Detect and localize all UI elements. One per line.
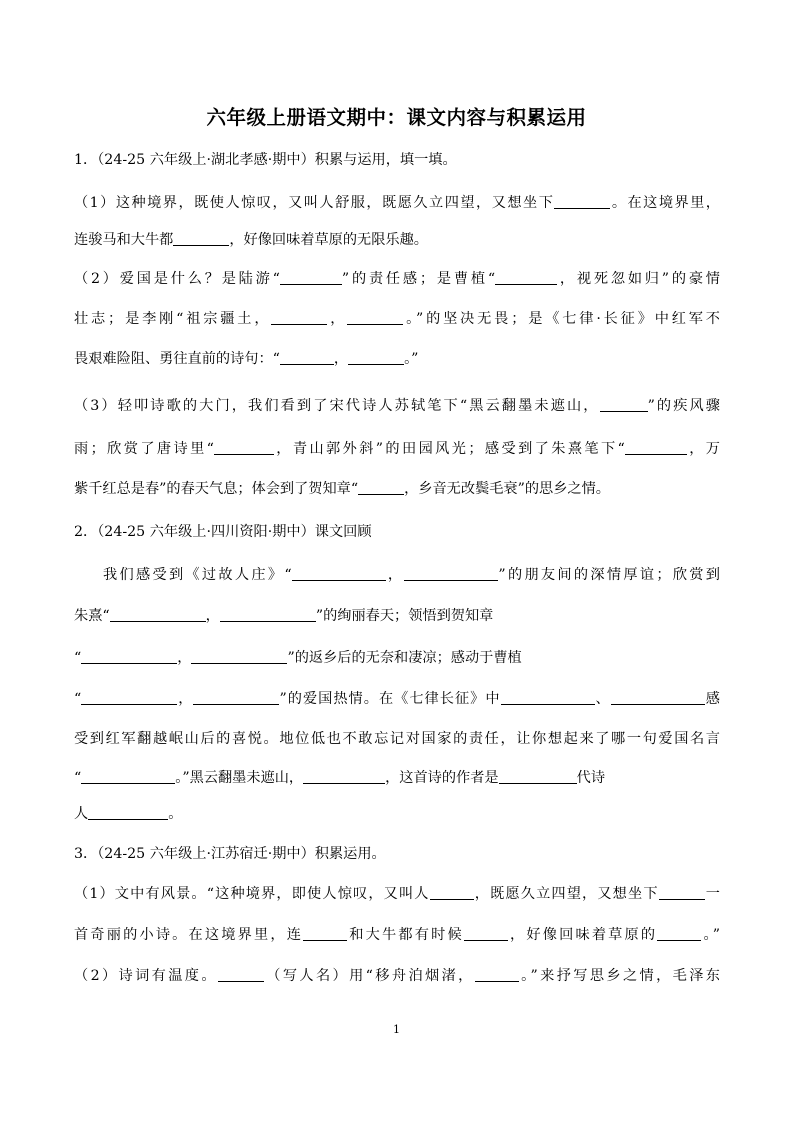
answer-blank[interactable]	[191, 649, 287, 664]
question-1-heading: 1．（24-25 六年级上·湖北孝感·期中）积累与运用，填一填。	[74, 152, 457, 168]
answer-blank[interactable]	[501, 690, 595, 705]
answer-blank[interactable]	[358, 480, 404, 495]
answer-blank[interactable]	[347, 310, 403, 325]
question-2-heading: 2．（24-25 六年级上·四川资阳·期中）课文回顾	[74, 524, 372, 540]
answer-blank[interactable]	[280, 350, 334, 365]
answer-blank[interactable]	[81, 769, 175, 784]
q2-line-3: “ ， ”的返乡后的无奈和凄凉；感动于曹植	[74, 650, 522, 666]
answer-blank[interactable]	[303, 926, 347, 941]
q2-line-6: “ 。”黑云翻墨未遮山， ，这首诗的作者是 代诗	[74, 770, 606, 786]
page-number: 1	[393, 1023, 400, 1036]
q1-line-8: 紫千红总是春”的春天气息；体会到了贺知章“ ，乡音无改鬓毛衰”的思乡之情。	[74, 481, 610, 497]
answer-blank[interactable]	[193, 690, 279, 705]
answer-blank[interactable]	[218, 967, 264, 982]
answer-blank[interactable]	[220, 607, 316, 622]
q2-line-1: 我们感受到《过故人庄》“ ， ”的朋友间的深情厚谊；欣赏到	[103, 567, 720, 583]
answer-blank[interactable]	[464, 926, 508, 941]
answer-blank[interactable]	[430, 885, 474, 900]
answer-blank[interactable]	[625, 440, 687, 455]
answer-blank[interactable]	[303, 769, 385, 784]
q2-line-2: 朱熹“ ， ”的绚丽春天；领悟到贺知章	[74, 608, 494, 624]
answer-blank[interactable]	[554, 194, 610, 209]
answer-blank[interactable]	[348, 350, 404, 365]
answer-blank[interactable]	[292, 566, 386, 581]
answer-blank[interactable]	[88, 805, 168, 820]
q1-line-7: 雨；欣赏了唐诗里“ ，青山郭外斜”的田园风光；感受到了朱熹笔下“ ，万	[74, 441, 720, 457]
question-3-heading: 3．（24-25 六年级上·江苏宿迁·期中）积累运用。	[74, 846, 386, 862]
q3-line-2: 首奇丽的小诗。在这境界里，连 和大牛都有时候 ，好像回味着草原的 。”	[74, 927, 720, 943]
answer-blank[interactable]	[271, 310, 327, 325]
answer-blank[interactable]	[495, 270, 557, 285]
answer-blank[interactable]	[499, 769, 577, 784]
answer-blank[interactable]	[214, 440, 274, 455]
q1-line-5: 畏艰难险阻、勇往直前的诗句：“ ， 。”	[74, 351, 419, 367]
q3-line-3: （2）诗词有温度。 （写人名）用“移舟泊烟渚， 。”来抒写思乡之情，毛泽东	[74, 968, 720, 984]
q1-line-6: （3）轻叩诗歌的大门，我们看到了宋代诗人苏轼笔下“黑云翻墨未遮山， ”的疾风骤	[74, 398, 720, 414]
page-title: 六年级上册语文期中：课文内容与积累运用	[206, 106, 587, 129]
answer-blank[interactable]	[81, 690, 177, 705]
q1-line-4: 壮志；是李刚“祖宗疆土， ， 。”的坚决无畏；是《七律·长征》中红军不	[74, 311, 720, 327]
q2-line-7: 人 。	[74, 806, 183, 822]
answer-blank[interactable]	[110, 607, 206, 622]
answer-blank[interactable]	[280, 270, 342, 285]
q2-line-5: 受到红军翻越岷山后的喜悦。地位低也不敢忘记对国家的责任，让你想起来了哪一句爱国名言	[74, 731, 720, 747]
q3-line-1: （1）文中有风景。“这种境界，即使人惊叹，又叫人 ，既愿久立四望，又想坐下 一	[74, 886, 720, 902]
answer-blank[interactable]	[81, 649, 177, 664]
answer-blank[interactable]	[600, 397, 648, 412]
q2-line-4: “ ， ”的爱国热情。在《七律长征》中 、 感	[74, 691, 720, 707]
answer-blank[interactable]	[657, 926, 701, 941]
q1-line-3: （2）爱国是什么？是陆游“ ”的责任感；是曹植“ ，视死忽如归”的豪情	[74, 271, 720, 287]
answer-blank[interactable]	[611, 690, 705, 705]
answer-blank[interactable]	[659, 885, 705, 900]
answer-blank[interactable]	[173, 231, 229, 246]
answer-blank[interactable]	[404, 566, 498, 581]
answer-blank[interactable]	[475, 967, 519, 982]
q1-line-2: 连骏马和大牛都 ，好像回味着草原的无限乐趣。	[74, 232, 428, 248]
q1-line-1: （1）这种境界，既使人惊叹，又叫人舒服，既愿久立四望，又想坐下 。在这境界里，	[74, 195, 720, 211]
